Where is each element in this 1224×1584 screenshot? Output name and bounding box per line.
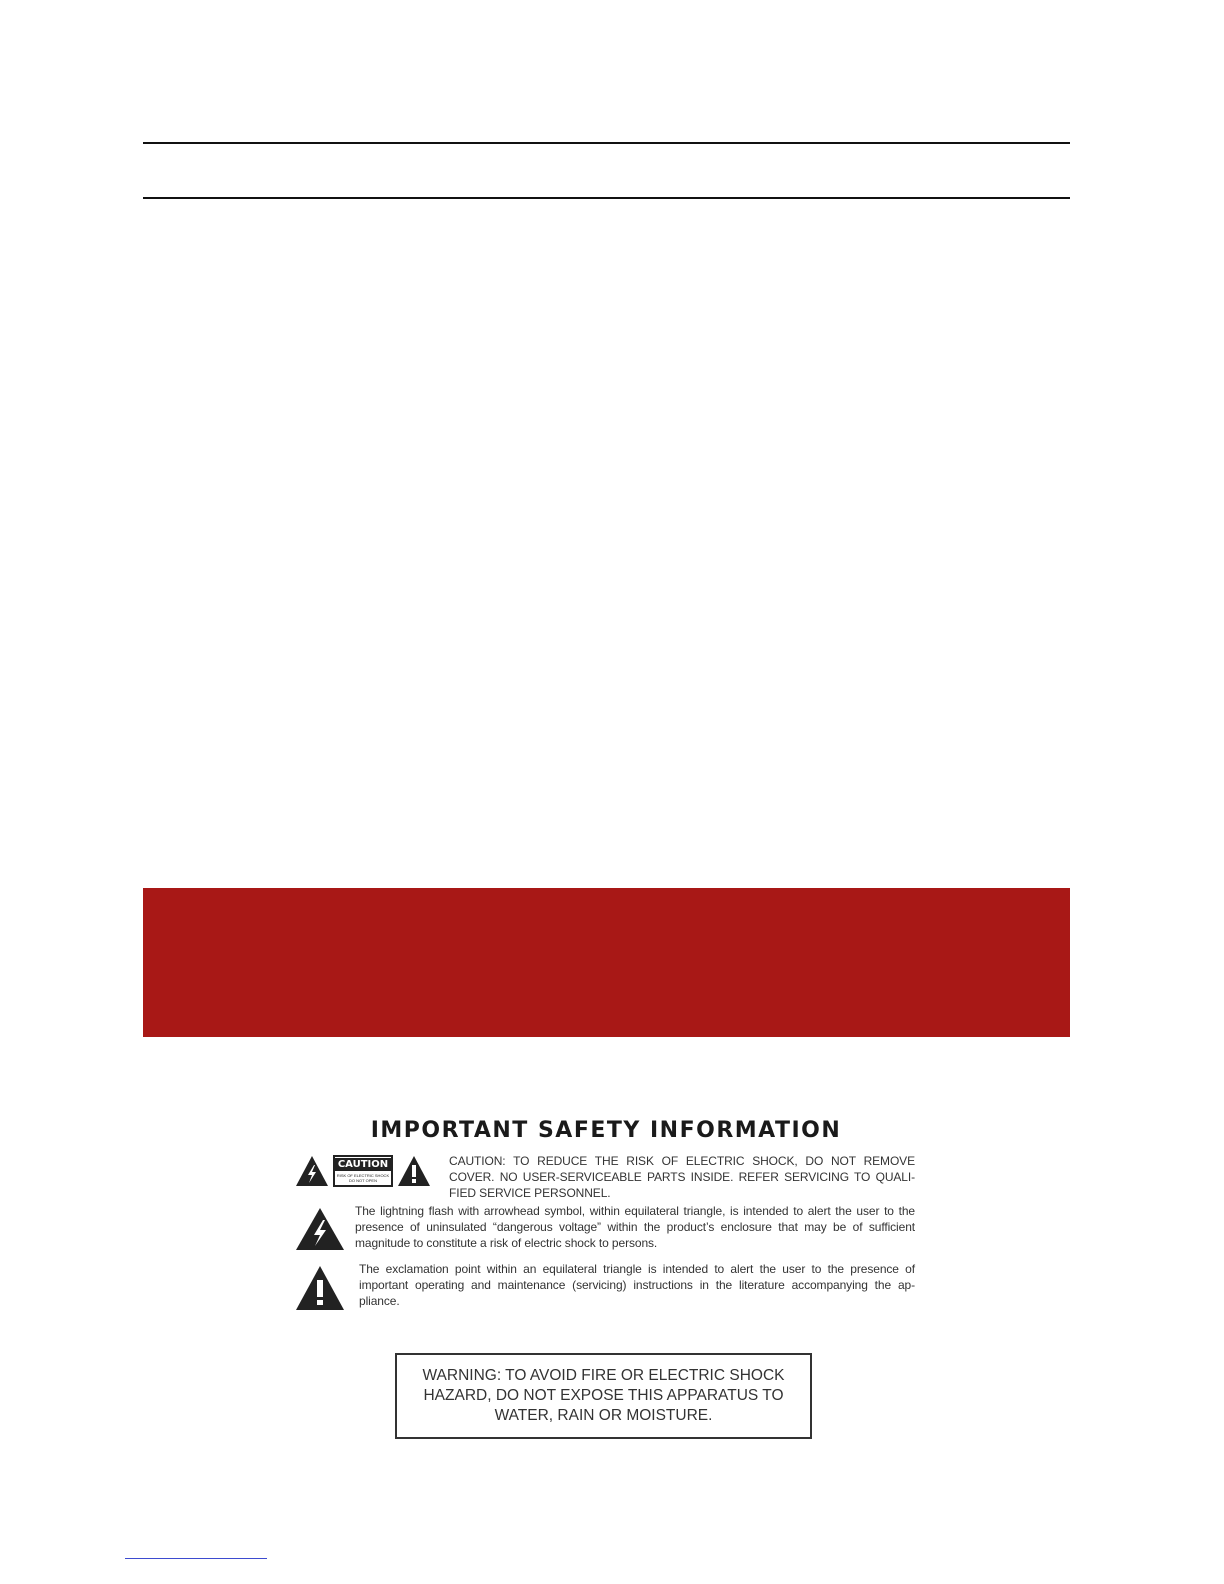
lightning-row <box>295 1203 917 1261</box>
lightning-triangle-icon <box>295 1155 329 1187</box>
exclamation-triangle-icon <box>397 1155 431 1187</box>
lightning-triangle-icon <box>295 1207 345 1251</box>
header-top-rule <box>143 142 1070 144</box>
exclamation-icon-wrap <box>295 1261 359 1316</box>
caution-sublabel: RISK OF ELECTRIC SHOCK DO NOT OPEN <box>336 1173 390 1183</box>
warning-box <box>395 1353 812 1439</box>
safety-title: IMPORTANT SAFETY INFORMATION <box>370 1118 842 1143</box>
caution-icons <box>295 1153 435 1187</box>
caution-label-icon <box>333 1155 393 1187</box>
safety-section <box>295 1118 917 1323</box>
lightning-icon-wrap <box>295 1203 355 1256</box>
caution-label: CAUTION <box>335 1158 391 1171</box>
lightning-text: The lightning flash with arrowhead symbol, within equilateral triangle, is intended to alert the user to the presence of uninsulated “dangerous voltage” within the product’s enclosure that may be of sufficient magnitude to constitute a risk of electric shock to persons. <box>355 1204 915 1250</box>
exclamation-row <box>295 1261 917 1323</box>
footer-link-underline <box>125 1558 267 1559</box>
warning-text: WARNING: TO AVOID FIRE OR ELECTRIC SHOCK HAZARD, DO NOT EXPOSE THIS APPARATUS TO WATER, RAIN OR MOISTURE. <box>422 1367 785 1424</box>
caution-row <box>295 1153 917 1203</box>
red-banner <box>143 888 1070 1037</box>
header-bottom-rule <box>143 197 1070 199</box>
caution-text: CAUTION: TO REDUCE THE RISK OF ELECTRIC SHOCK, DO NOT REMOVE COVER. NO USER-SERVICEABLE PARTS INSIDE. REFER SERVICING TO QUALI-FIED SERVICE PERSONNEL. <box>449 1154 915 1200</box>
exclamation-triangle-icon <box>295 1265 345 1311</box>
exclamation-text: The exclamation point within an equilateral triangle is intended to alert the user to the presence of important operating and maintenance (servicing) instructions in the literature accompanying the ap-pliance. <box>359 1262 915 1308</box>
